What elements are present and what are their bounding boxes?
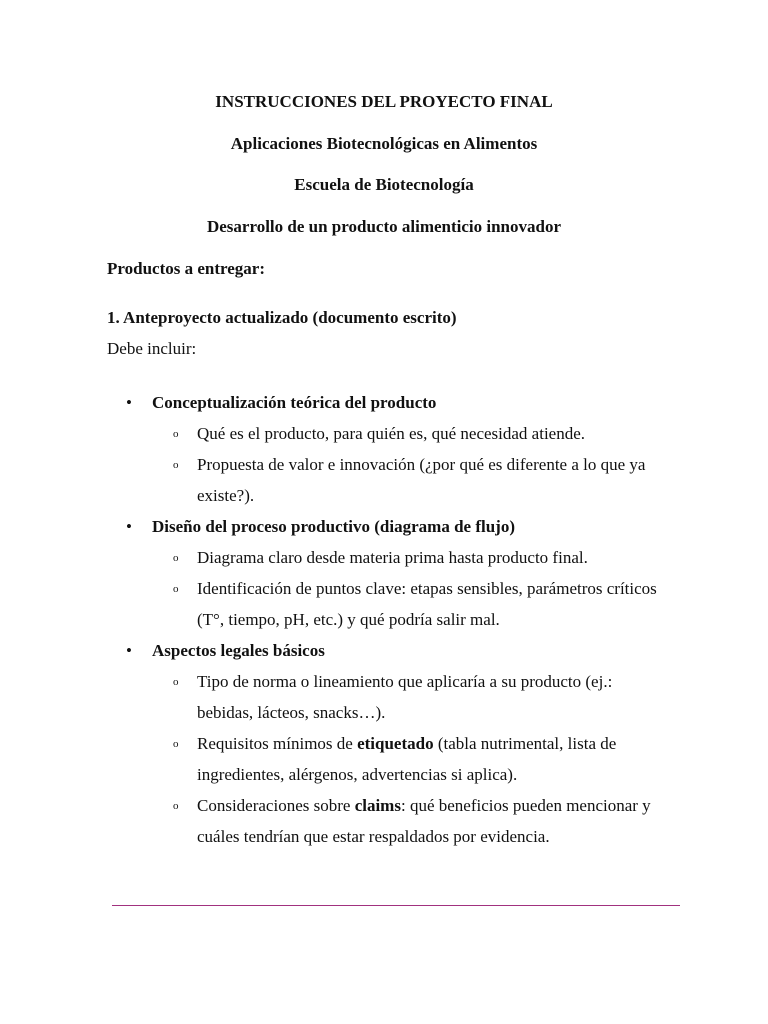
circle-bullet-icon: o [173,738,179,750]
sub-item-text-after: : qué beneficios pueden mencionar y cuáles tendrían que estar respaldados por evidencia. [197,796,651,846]
footer-divider [112,905,680,906]
item-title: Diseño del proceso productivo (diagrama de flujo) [152,517,515,536]
sub-list-item [0,418,768,449]
requirements-list [0,387,768,852]
list-item [0,387,768,418]
sub-item-text-before: Consideraciones sobre [197,796,355,815]
sub-item-text: Diagrama claro desde materia prima hasta producto final. [197,548,588,567]
sub-list-item [0,542,768,573]
sub-list-item [0,790,768,852]
bullet-icon: • [126,641,132,660]
section-1-intro: Debe incluir: [107,339,197,358]
emphasis-etiquetado: etiquetado [357,734,434,753]
sub-item-text: Propuesta de valor e innovación (¿por qué es diferente a lo que ya existe?). [197,455,646,505]
project-title: Desarrollo de un producto alimenticio innovador [206,217,562,236]
sub-item-text-before: Requisitos mínimos de [197,734,358,753]
sub-list-item [0,666,768,728]
school-name: Escuela de Biotecnología [294,175,474,194]
sub-item-text: Qué es el producto, para quién es, qué necesidad atiende. [197,424,586,443]
deliverables-heading: Productos a entregar: [107,259,266,278]
sub-item-text-after: (tabla nutrimental, lista de ingredientes, alérgenos, advertencias si aplica). [197,734,617,784]
sub-item-text: Tipo de norma o lineamiento que aplicaría a su producto (ej.: bebidas, lácteos, snacks…). [197,672,613,722]
circle-bullet-icon: o [173,552,179,564]
list-item [0,635,768,666]
course-name: Aplicaciones Biotecnológicas en Alimentos [230,134,538,153]
sub-list-item [0,449,768,511]
item-title: Aspectos legales básicos [152,641,325,660]
circle-bullet-icon: o [173,800,179,812]
circle-bullet-icon: o [173,459,179,471]
document-title: INSTRUCCIONES DEL PROYECTO FINAL [215,92,553,111]
sub-list-item [0,728,768,790]
sub-list-item [0,573,768,635]
bullet-icon: • [126,517,132,536]
circle-bullet-icon: o [173,676,179,688]
section-1-heading: 1. Anteproyecto actualizado (documento escrito) [107,308,457,327]
circle-bullet-icon: o [173,428,179,440]
list-item [0,511,768,542]
item-title: Conceptualización teórica del producto [152,393,437,412]
bullet-icon: • [126,393,132,412]
sub-item-text: Identificación de puntos clave: etapas sensibles, parámetros críticos (T°, tiempo, pH, etc.) y qué podría salir mal. [197,579,657,629]
circle-bullet-icon: o [173,583,179,595]
emphasis-claims: claims [354,796,401,815]
